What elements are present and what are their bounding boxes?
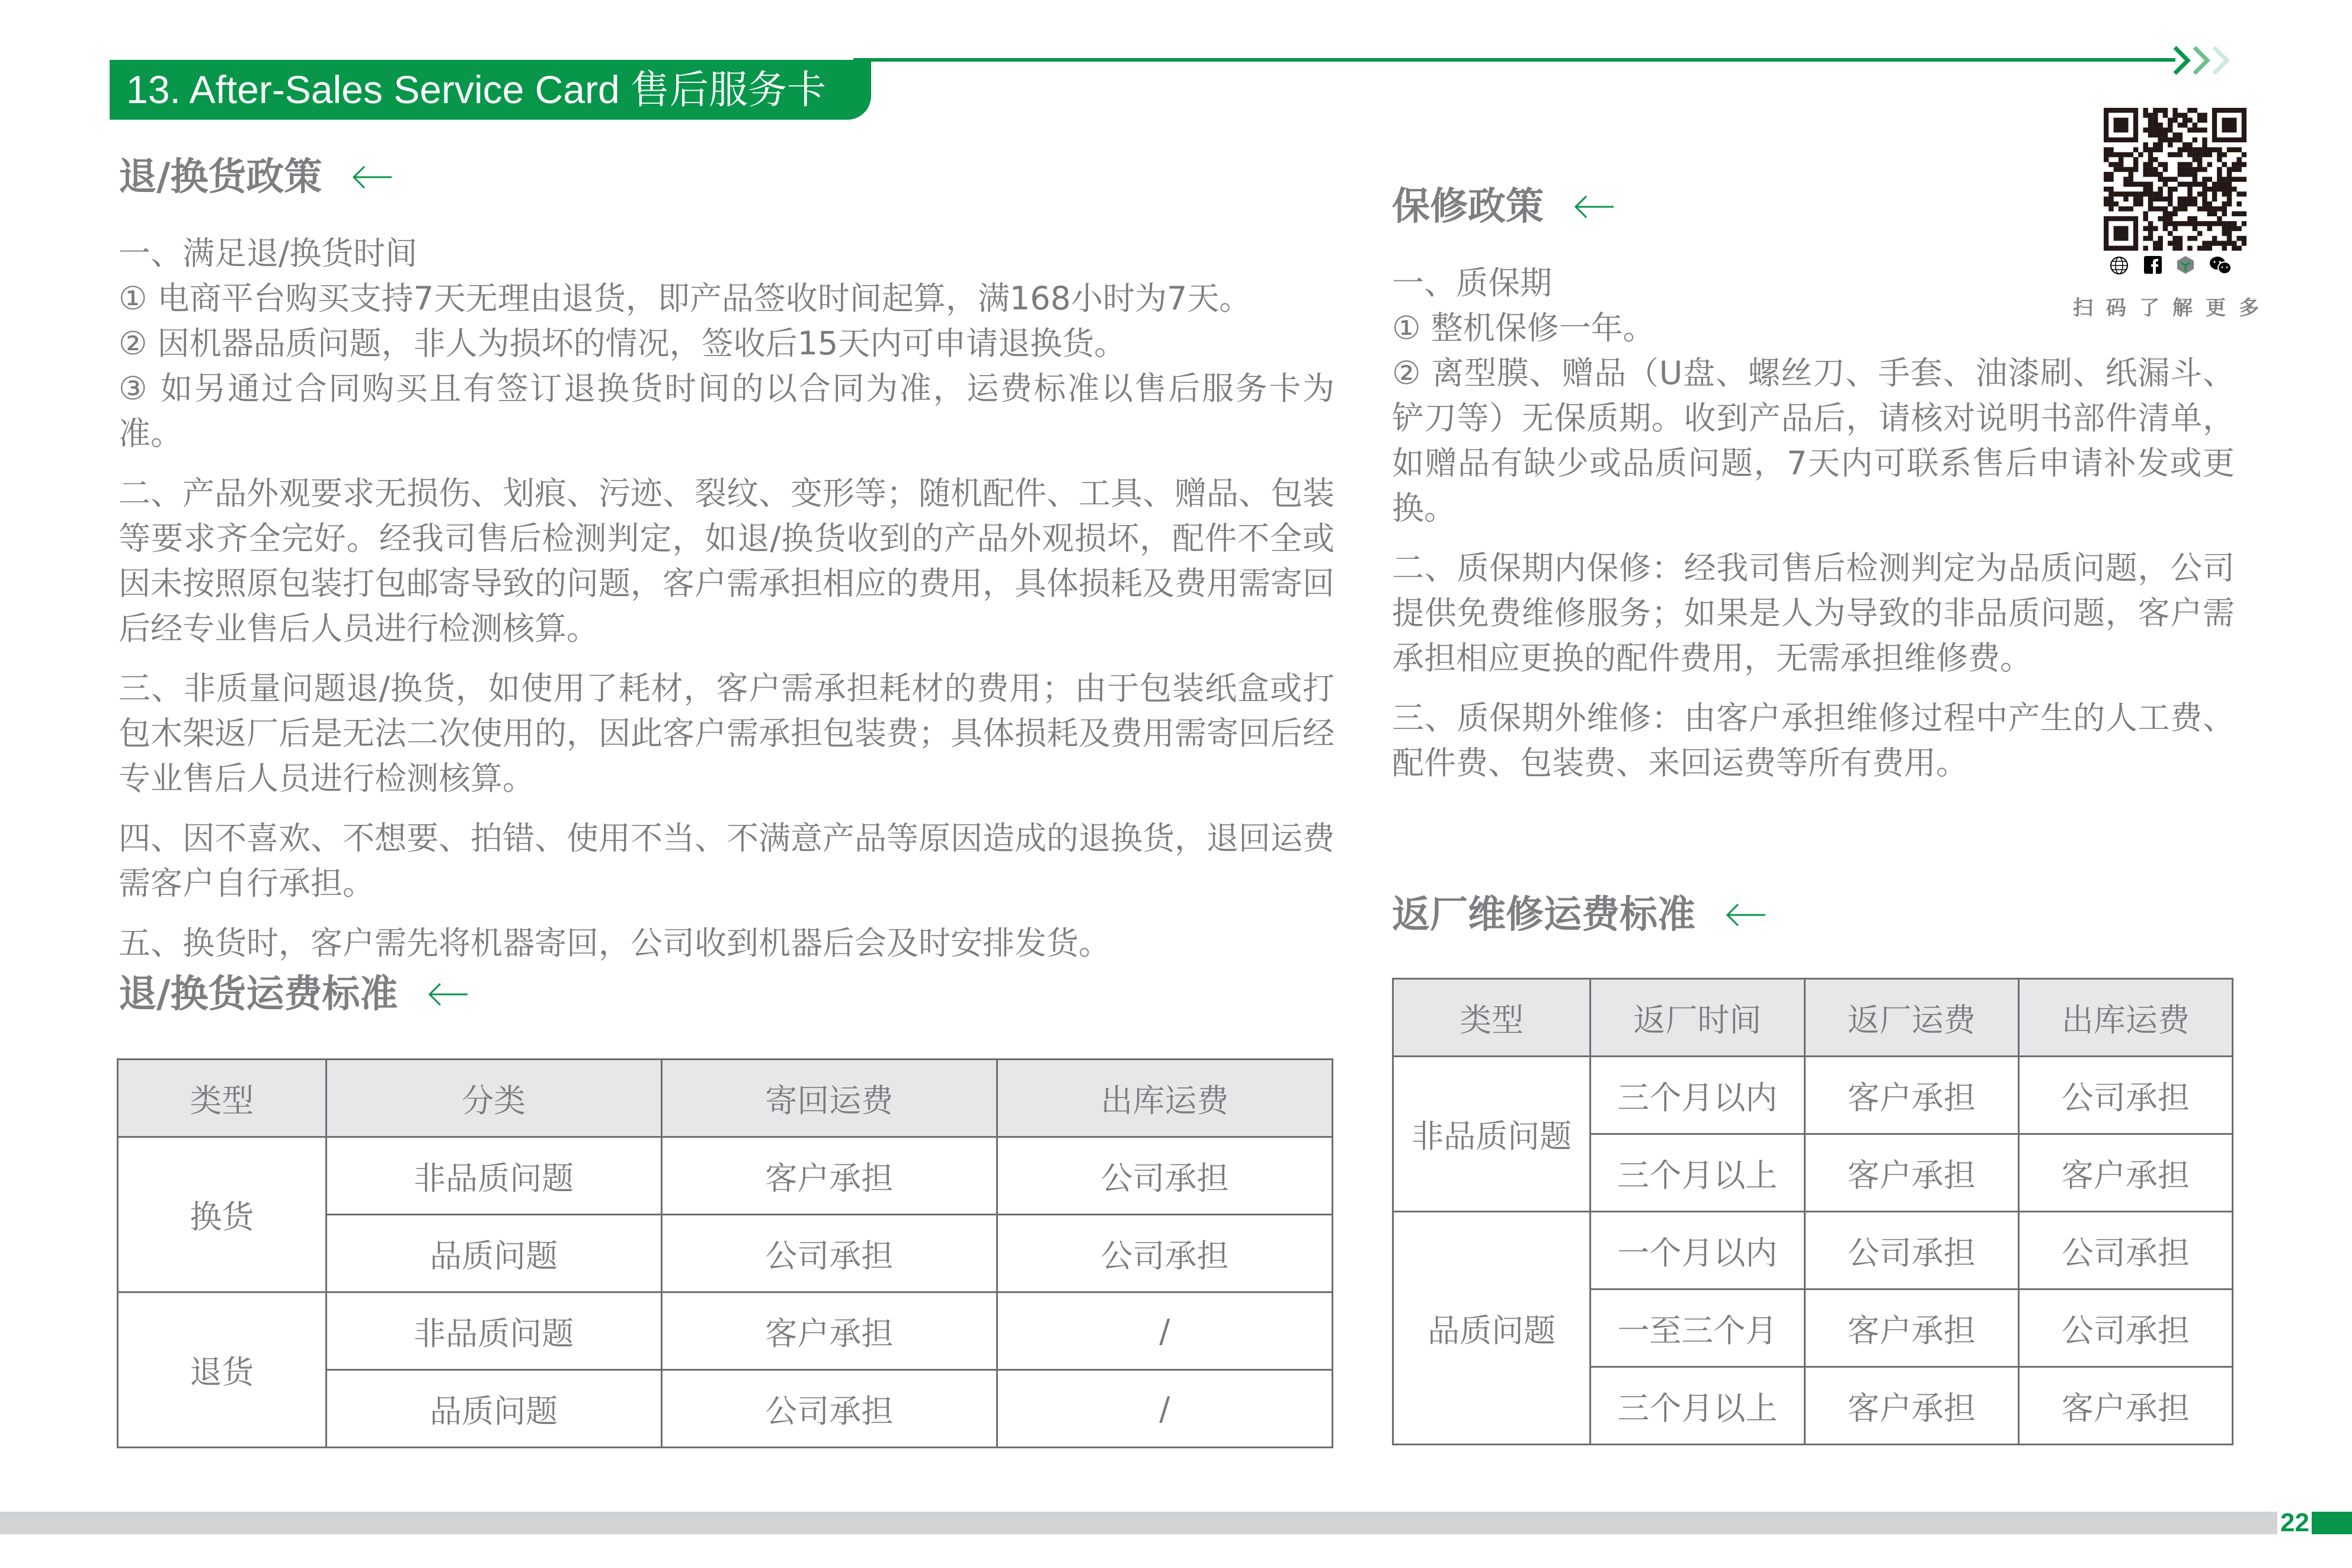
heading-text: 保修政策 [1392, 185, 1544, 229]
arrow-left-icon [427, 983, 469, 1006]
cell: 公司承担 [2018, 1057, 2232, 1134]
return-policy-text [119, 231, 1335, 966]
table-row [1393, 1057, 2233, 1134]
cell: 公司承担 [1804, 1212, 2018, 1289]
policy-paragraph: 三、非质量问题退/换货，如使用了耗材，客户需承担耗材的费用；由于包装纸盒或打包木架返厂后是无法二次使用的，因此客户需承担包装费；具体损耗及费用需寄回后经专业售后人员进行检测核算。 [119, 670, 1335, 797]
header-rule [853, 58, 2175, 62]
policy-line: ② 离型膜、赠品（U盘、螺丝刀、手套、油漆刷、纸漏斗、铲刀等）无保质期。收到产品后，请核对说明书部件清单，如赠品有缺少或品质问题，7天内可联系售后申请补发或更换。 [1392, 354, 2235, 527]
cell: 客户承担 [1804, 1134, 2018, 1212]
policy-paragraph: 五、换货时，客户需先将机器寄回，公司收到机器后会及时安排发货。 [119, 924, 1111, 962]
qr-code [2104, 108, 2247, 251]
column-header: 寄回运费 [661, 1060, 997, 1137]
cell: 客户承担 [661, 1137, 997, 1215]
table-row [118, 1137, 1333, 1215]
repair-shipping-table [1392, 978, 2233, 1445]
heading-text: 退/换货政策 [119, 155, 322, 199]
return-shipping-table [117, 1058, 1333, 1448]
arrow-left-icon [351, 165, 393, 189]
column-header: 返厂时间 [1591, 979, 1804, 1057]
cell: / [997, 1370, 1332, 1448]
cell: 客户承担 [1804, 1289, 2018, 1367]
cell: 公司承担 [661, 1215, 997, 1292]
heading-text: 返厂维修运费标准 [1392, 893, 1695, 937]
cell: 客户承担 [1804, 1367, 2018, 1445]
cell: 公司承担 [997, 1215, 1332, 1292]
cell: / [997, 1292, 1332, 1370]
policy-line: ② 因机器品质问题，非人为损坏的情况，签收后15天内可申请退换货。 [119, 325, 1127, 362]
page-title: 13. After-Sales Service Card 售后服务卡 [110, 60, 871, 120]
cell: 一至三个月 [1591, 1289, 1804, 1367]
cell: 客户承担 [2018, 1134, 2232, 1212]
column-header: 类型 [118, 1060, 327, 1137]
heading-text: 退/换货运费标准 [119, 972, 398, 1016]
qr-caption: 扫码了解更多 [2073, 296, 2272, 320]
repair-shipping-heading [1392, 891, 1767, 939]
table-header [118, 1060, 1333, 1137]
cell: 公司承担 [997, 1137, 1332, 1215]
cell: 客户承担 [1804, 1057, 2018, 1134]
policy-paragraph: 三、质保期外维修：由客户承担维修过程中产生的人工费、配件费、包装费、来回运费等所有费用。 [1392, 699, 2235, 782]
cell: 三个月以上 [1591, 1367, 1804, 1445]
policy-line: ① 整机保修一年。 [1392, 309, 1655, 347]
cell: 公司承担 [2018, 1289, 2232, 1367]
cell: 客户承担 [2018, 1367, 2232, 1445]
policy-line: ③ 如另通过合同购买且有签订退换货时间的以合同为准，运费标准以售后服务卡为准。 [119, 370, 1335, 452]
cell: 非品质问题 [326, 1292, 661, 1370]
column-header: 返厂运费 [1804, 979, 2018, 1057]
policy-paragraph: 二、质保期内保修：经我司售后检测判定为品质问题，公司提供免费维修服务；如果是人为导致的非品质问题，客户需承担相应更换的配件费用，无需承担维修费。 [1392, 549, 2235, 677]
cell: 客户承担 [661, 1292, 997, 1370]
cell: 一个月以内 [1591, 1212, 1804, 1289]
footer-bar [0, 1512, 2277, 1534]
policy-line: 一、质保期 [1392, 264, 1552, 302]
table-row [1393, 1212, 2233, 1289]
table-row [118, 1292, 1333, 1370]
arrow-left-icon [1573, 195, 1615, 219]
cell: 非品质问题 [326, 1137, 661, 1215]
column-header: 类型 [1393, 979, 1591, 1057]
page-number: 22 [2280, 1508, 2309, 1537]
type-cell: 品质问题 [1393, 1212, 1591, 1445]
column-header: 出库运费 [2018, 979, 2232, 1057]
return-shipping-heading [119, 971, 469, 1018]
policy-paragraph: 二、产品外观要求无损伤、划痕、污迹、裂纹、变形等；随机配件、工具、赠品、包装等要求齐全完好。经我司售后检测判定，如退/换货收到的产品外观损坏，配件不全或因未按照原包装打包邮寄导致的问题，客户需承担相应的费用，具体损耗及费用需寄回后经专业售后人员进行检测核算。 [119, 475, 1335, 647]
type-cell: 退货 [118, 1292, 327, 1448]
warranty-policy-heading [1392, 183, 1615, 231]
cell: 公司承担 [661, 1370, 997, 1448]
type-cell: 非品质问题 [1393, 1057, 1591, 1212]
return-policy-heading [119, 153, 393, 201]
policy-line: ① 电商平台购买支持7天无理由退货，即产品签收时间起算，满168小时为7天。 [119, 280, 1252, 317]
cell: 品质问题 [326, 1370, 661, 1448]
arrow-left-icon [1725, 903, 1767, 927]
policy-line: 一、满足退/换货时间 [119, 235, 418, 272]
cell: 三个月以上 [1591, 1134, 1804, 1212]
table-header [1393, 979, 2233, 1057]
column-header: 分类 [326, 1060, 661, 1137]
column-header: 出库运费 [997, 1060, 1332, 1137]
footer-accent [2312, 1512, 2352, 1534]
cell: 品质问题 [326, 1215, 661, 1292]
chevrons-icon [2174, 46, 2233, 75]
type-cell: 换货 [118, 1137, 327, 1292]
cell: 三个月以内 [1591, 1057, 1804, 1134]
warranty-policy-text [1392, 261, 2235, 786]
cell: 公司承担 [2018, 1212, 2232, 1289]
policy-paragraph: 四、因不喜欢、不想要、拍错、使用不当、不满意产品等原因造成的退换货，退回运费需客户自行承担。 [119, 820, 1335, 902]
